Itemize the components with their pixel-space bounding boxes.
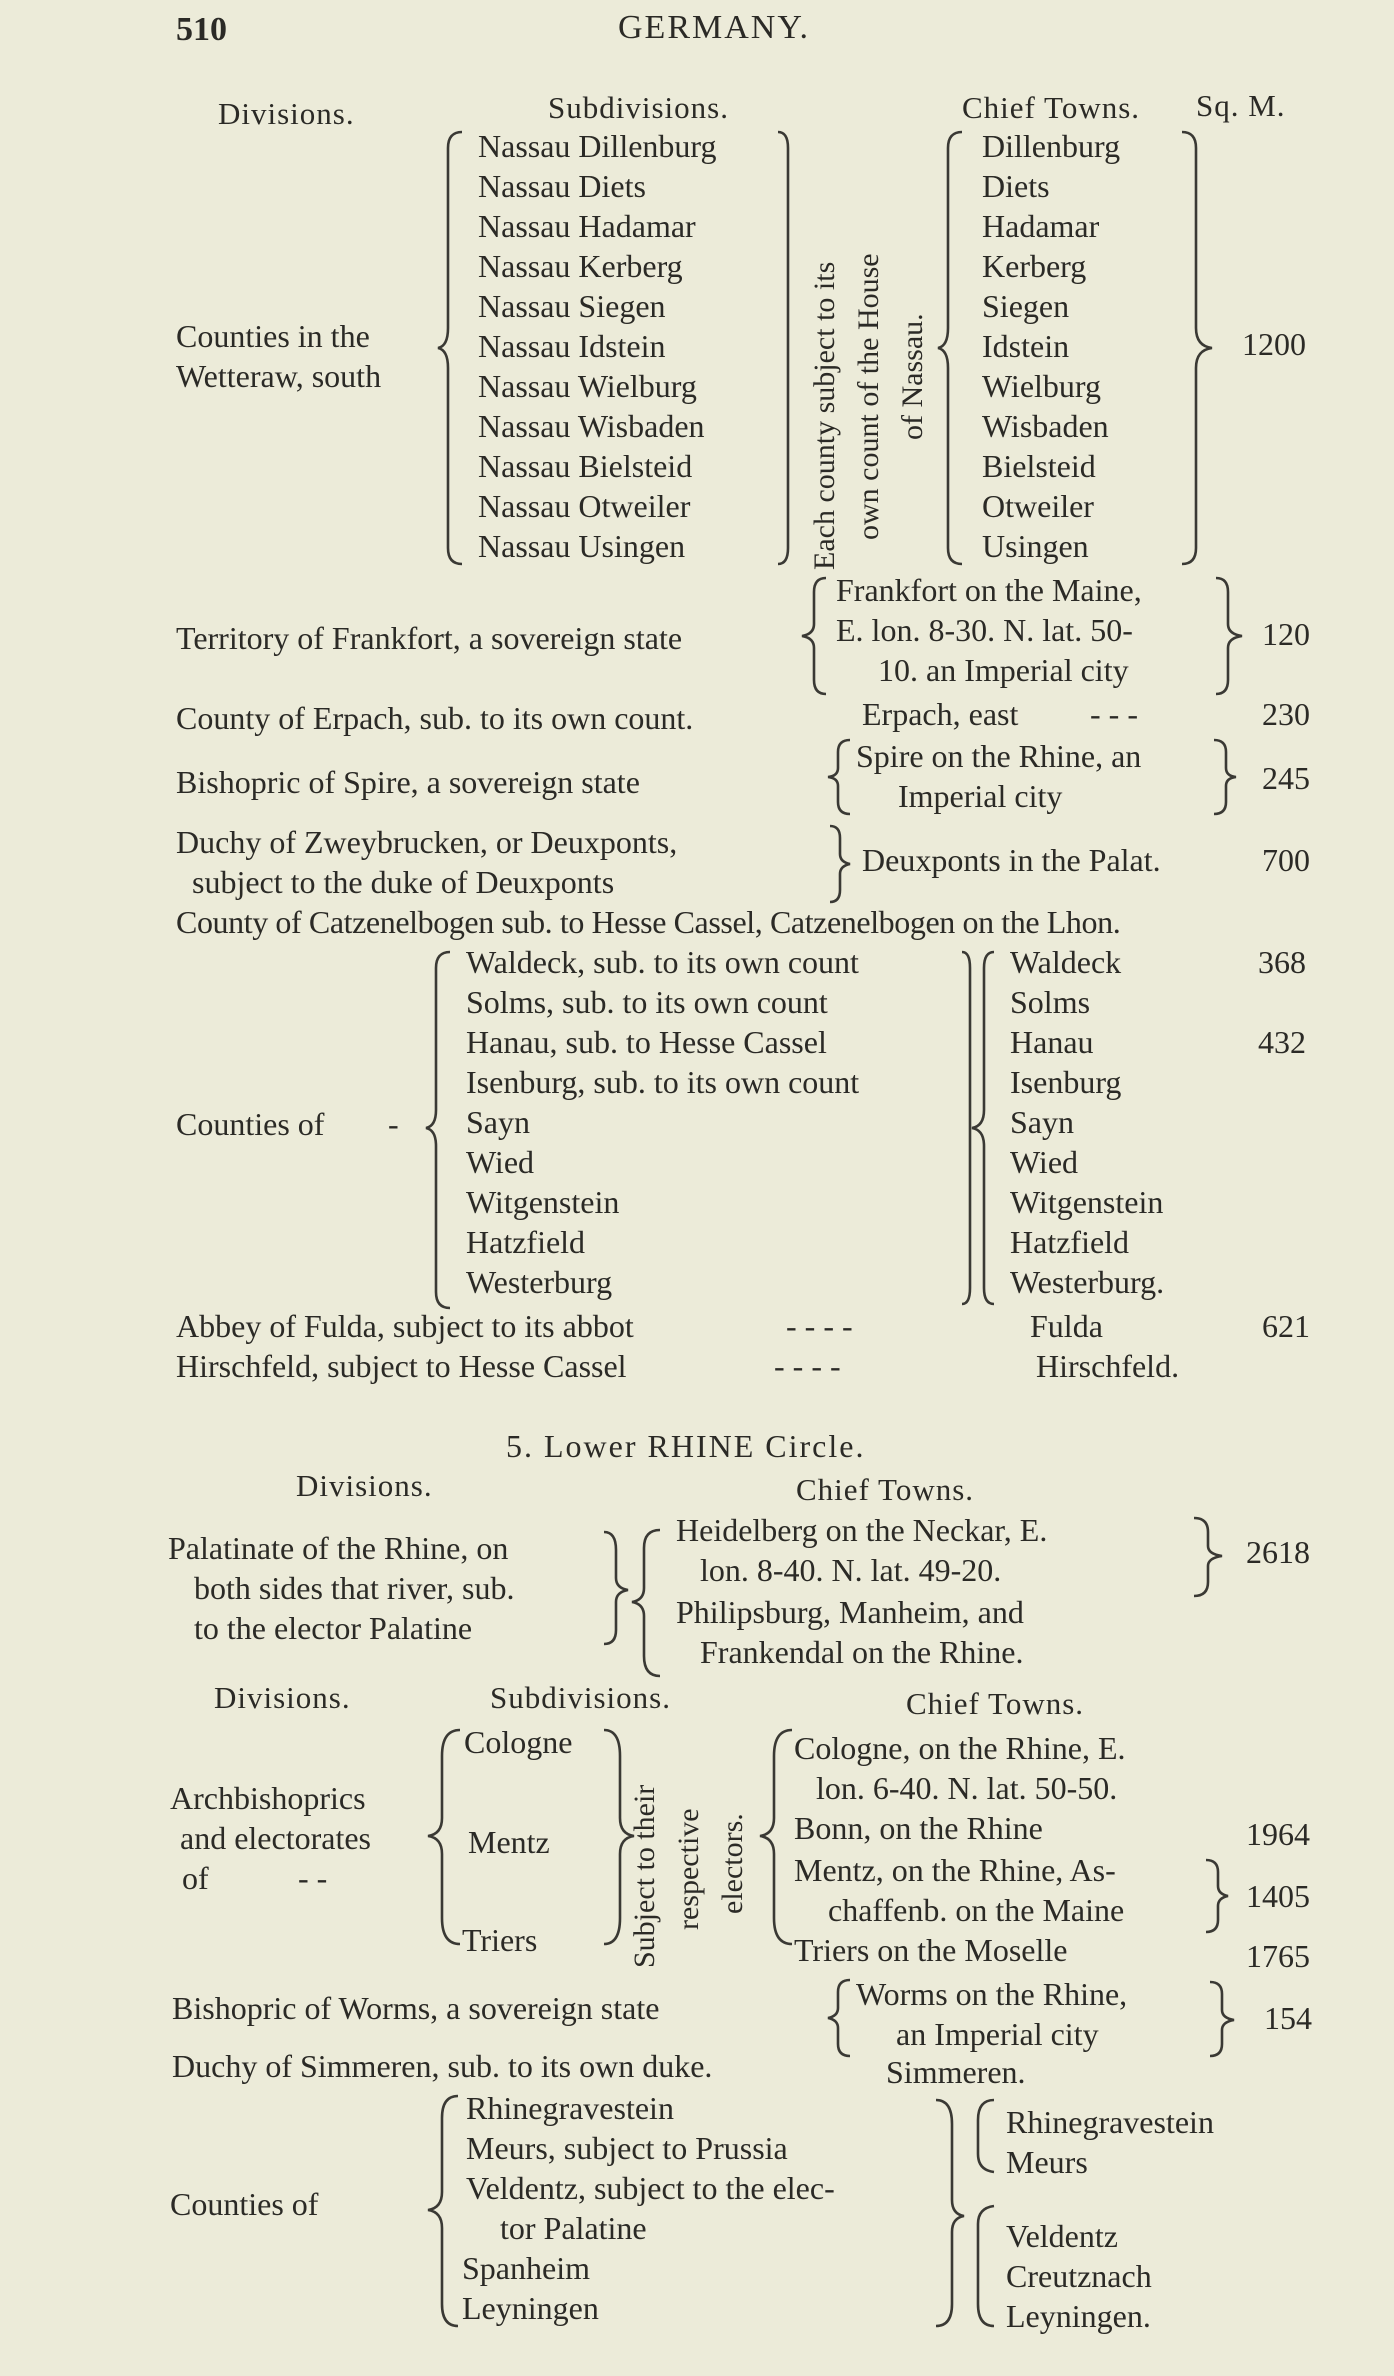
zweybrucken-division-line2: subject to the duke of Deuxponts — [192, 864, 615, 900]
hirschfeld-town: Hirschfeld. — [1036, 1348, 1180, 1384]
counties-sub-7: Hatzfield — [466, 1224, 586, 1260]
nassau-town-1: Diets — [982, 168, 1050, 204]
nassau-sub-7: Nassau Wisbaden — [478, 408, 705, 444]
nassau-sub-9: Nassau Otweiler — [478, 488, 691, 524]
header3-divisions: Divisions. — [214, 1680, 351, 1715]
counties-town-0: Waldeck — [1010, 944, 1122, 980]
erpach-town: Erpach, east — [862, 696, 1019, 732]
counties-town-1: Solms — [1010, 984, 1091, 1020]
brace-nassau-right-sub — [776, 128, 800, 568]
palatinate-division-0: Palatinate of the Rhine, on — [168, 1530, 509, 1566]
erpach-sq: 230 — [1262, 696, 1310, 732]
counties-town-3: Isenburg — [1010, 1064, 1122, 1100]
palatinate-town-2: Philipsburg, Manheim, and — [676, 1594, 1024, 1630]
erpach-division: County of Erpach, sub. to its own count. — [176, 700, 694, 736]
nassau-town-7: Wisbaden — [982, 408, 1109, 444]
counties2-sub-2: Veldentz, subject to the elec- — [466, 2170, 835, 2206]
spire-division: Bishopric of Spire, a sovereign state — [176, 764, 640, 800]
brace-counties-mid — [958, 948, 998, 1312]
counties-town-2: Hanau — [1010, 1024, 1094, 1060]
nassau-sub-0: Nassau Dillenburg — [478, 128, 717, 164]
counties-town-4: Sayn — [1010, 1104, 1074, 1140]
arch-sq-1: 1405 — [1246, 1878, 1310, 1914]
counties-sub-0: Waldeck, sub. to its own count — [466, 944, 859, 980]
arch-sub-1: Mentz — [468, 1824, 550, 1860]
brace-arch-mentz — [1204, 1856, 1234, 1936]
palatinate-town-3: Frankendal on the Rhine. — [700, 1634, 1024, 1670]
arch-division-0: Archbishoprics — [170, 1780, 366, 1816]
worms-town-1: an Imperial city — [896, 2016, 1099, 2052]
palatinate-sq: 2618 — [1246, 1534, 1310, 1570]
arch-town-5: Triers on the Moselle — [794, 1932, 1068, 1968]
counties2-sub-1: Meurs, subject to Prussia — [466, 2130, 788, 2166]
counties2-town-1: Meurs — [1006, 2144, 1088, 2180]
nassau-town-2: Hadamar — [982, 208, 1100, 244]
counties-town-7: Hatzfield — [1010, 1224, 1130, 1260]
nassau-sq: 1200 — [1242, 326, 1306, 362]
counties-town-5: Wied — [1010, 1144, 1079, 1180]
spire-sq: 245 — [1262, 760, 1310, 796]
nassau-sub-10: Nassau Usingen — [478, 528, 686, 564]
arch-town-3: Mentz, on the Rhine, As- — [794, 1852, 1116, 1888]
simmeren-town: Simmeren. — [886, 2054, 1026, 2090]
arch-note-line0: Subject to their — [628, 1784, 661, 1968]
arch-town-4: chaffenb. on the Maine — [828, 1892, 1125, 1928]
brace-arch-left — [426, 1726, 464, 1948]
arch-division-1: and electorates — [180, 1820, 371, 1856]
spire-town-0: Spire on the Rhine, an — [856, 738, 1142, 774]
fulda-division: Abbey of Fulda, subject to its abbot — [176, 1308, 634, 1344]
brace-spire-left — [826, 736, 854, 818]
counties-sq-0: 368 — [1258, 944, 1306, 980]
arch-sq-2: 1765 — [1246, 1938, 1310, 1974]
catzenelbogen-line: County of Catzenelbogen sub. to Hesse Cassel, Catzenelbogen on the Lhon. — [176, 904, 1121, 940]
zweybrucken-sq: 700 — [1262, 842, 1310, 878]
nassau-sub-8: Nassau Bielsteid — [478, 448, 693, 484]
zweybrucken-division-line1: Duchy of Zweybrucken, or Deuxponts, — [176, 824, 678, 860]
nassau-note-line2: own count of the House — [852, 253, 885, 540]
fulda-town: Fulda — [1030, 1308, 1103, 1344]
counties-sub-1: Solms, sub. to its own count — [466, 984, 828, 1020]
header-chief-towns: Chief Towns. — [962, 90, 1141, 125]
nassau-town-4: Siegen — [982, 288, 1070, 324]
counties-division: Counties of — [176, 1106, 325, 1142]
counties-town-6: Witgenstein — [1010, 1184, 1164, 1220]
brace-palatinate-right — [1192, 1514, 1228, 1600]
frankfort-division: Territory of Frankfort, a sovereign state — [176, 620, 683, 656]
nassau-division-line2: Wetteraw, south — [176, 358, 382, 394]
nassau-town-10: Usingen — [982, 528, 1089, 564]
brace-nassau-towns-left — [936, 128, 966, 568]
header2-chief-towns: Chief Towns. — [796, 1472, 975, 1507]
arch-division-2: of — [182, 1860, 209, 1896]
counties2-sub-0: Rhinegravestein — [466, 2090, 674, 2126]
palatinate-town-0: Heidelberg on the Neckar, E. — [676, 1512, 1048, 1548]
counties-sub-2: Hanau, sub. to Hesse Cassel — [466, 1024, 827, 1060]
brace-worms-left — [826, 1976, 854, 2060]
spire-town-1: Imperial city — [898, 778, 1063, 814]
header2-divisions: Divisions. — [296, 1468, 433, 1503]
counties2-sub-5: Leyningen — [462, 2290, 599, 2326]
header-divisions: Divisions. — [218, 96, 355, 131]
circle-title: 5. Lower RHINE Circle. — [506, 1428, 866, 1464]
counties2-sub-4: Spanheim — [462, 2250, 590, 2286]
nassau-sub-4: Nassau Siegen — [478, 288, 666, 324]
brace-counties2-mid — [932, 2094, 1002, 2334]
erpach-dashes: - - - — [1090, 696, 1138, 732]
brace-worms-right — [1208, 1978, 1242, 2060]
counties2-town-2: Veldentz — [1006, 2218, 1118, 2254]
arch-town-0: Cologne, on the Rhine, E. — [794, 1730, 1126, 1766]
arch-note-line1: respective — [672, 1808, 705, 1930]
counties-sub-6: Witgenstein — [466, 1184, 620, 1220]
page-number: 510 — [176, 11, 227, 48]
counties-town-8: Westerburg. — [1010, 1264, 1165, 1300]
running-head: GERMANY. — [618, 9, 811, 46]
arch-sub-0: Cologne — [464, 1724, 573, 1760]
arch-note-line2: electors. — [716, 1813, 749, 1914]
brace-palatinate — [600, 1526, 666, 1682]
brace-frankfort-right — [1214, 574, 1250, 698]
nassau-town-5: Idstein — [982, 328, 1070, 364]
counties-sq-2: 432 — [1258, 1024, 1306, 1060]
brace-zweybrucken — [826, 822, 854, 906]
arch-sq-0: 1964 — [1246, 1816, 1310, 1852]
frankfort-town-2: 10. an Imperial city — [878, 652, 1129, 688]
header3-subdivisions: Subdivisions. — [490, 1680, 671, 1715]
nassau-sub-3: Nassau Kerberg — [478, 248, 683, 284]
zweybrucken-town: Deuxponts in the Palat. — [862, 842, 1161, 878]
header-subdivisions: Subdivisions. — [548, 90, 729, 125]
brace-counties-left — [424, 948, 454, 1312]
counties-sub-8: Westerburg — [466, 1264, 613, 1300]
counties2-sub-3: tor Palatine — [500, 2210, 647, 2246]
worms-division: Bishopric of Worms, a sovereign state — [172, 1990, 660, 2026]
arch-town-1: lon. 6-40. N. lat. 50-50. — [816, 1770, 1118, 1806]
brace-nassau-right — [1180, 128, 1220, 568]
frankfort-sq: 120 — [1262, 616, 1310, 652]
arch-dashes: - - — [298, 1860, 328, 1896]
palatinate-division-2: to the elector Palatine — [194, 1610, 473, 1646]
arch-town-2: Bonn, on the Rhine — [794, 1810, 1043, 1846]
brace-spire-right — [1212, 736, 1242, 818]
arch-sub-2: Triers — [462, 1922, 538, 1958]
frankfort-town-1: E. lon. 8-30. N. lat. 50- — [836, 612, 1133, 648]
nassau-sub-2: Nassau Hadamar — [478, 208, 696, 244]
counties-sub-3: Isenburg, sub. to its own count — [466, 1064, 860, 1100]
counties2-division: Counties of — [170, 2186, 319, 2222]
nassau-division-line1: Counties in the — [176, 318, 370, 354]
nassau-town-8: Bielsteid — [982, 448, 1096, 484]
counties-sub-5: Wied — [466, 1144, 535, 1180]
palatinate-division-1: both sides that river, sub. — [194, 1570, 515, 1606]
fulda-dashes: - - - - — [786, 1308, 853, 1344]
nassau-sub-5: Nassau Idstein — [478, 328, 666, 364]
nassau-sub-6: Nassau Wielburg — [478, 368, 697, 404]
brace-nassau-left — [436, 128, 466, 568]
nassau-sub-1: Nassau Diets — [478, 168, 646, 204]
brace-frankfort-left — [800, 574, 830, 698]
counties2-town-3: Creutznach — [1006, 2258, 1152, 2294]
nassau-note-line3: of Nassau. — [896, 313, 929, 440]
header3-chief-towns: Chief Towns. — [906, 1686, 1085, 1721]
counties2-town-4: Leyningen. — [1006, 2298, 1151, 2334]
worms-town-0: Worms on the Rhine, — [856, 1976, 1128, 2012]
simmeren-division: Duchy of Simmeren, sub. to its own duke. — [172, 2048, 713, 2084]
frankfort-town-0: Frankfort on the Maine, — [836, 572, 1142, 608]
counties2-town-0: Rhinegravestein — [1006, 2104, 1214, 2140]
nassau-note-line1: Each county subject to its — [808, 261, 841, 570]
nassau-town-0: Dillenburg — [982, 128, 1121, 164]
nassau-town-3: Kerberg — [982, 248, 1087, 284]
counties-dash: - — [388, 1106, 399, 1142]
brace-counties2-left — [426, 2092, 462, 2332]
counties-sub-4: Sayn — [466, 1104, 530, 1140]
fulda-sq: 621 — [1262, 1308, 1310, 1344]
hirschfeld-division: Hirschfeld, subject to Hesse Cassel — [176, 1348, 627, 1384]
palatinate-town-1: lon. 8-40. N. lat. 49-20. — [700, 1552, 1002, 1588]
nassau-town-9: Otweiler — [982, 488, 1094, 524]
worms-sq: 154 — [1264, 2000, 1312, 2036]
header-sq-m: Sq. M. — [1196, 88, 1286, 123]
nassau-town-6: Wielburg — [982, 368, 1101, 404]
hirschfeld-dashes: - - - - — [774, 1348, 841, 1384]
brace-arch-towns-left — [756, 1726, 796, 1948]
